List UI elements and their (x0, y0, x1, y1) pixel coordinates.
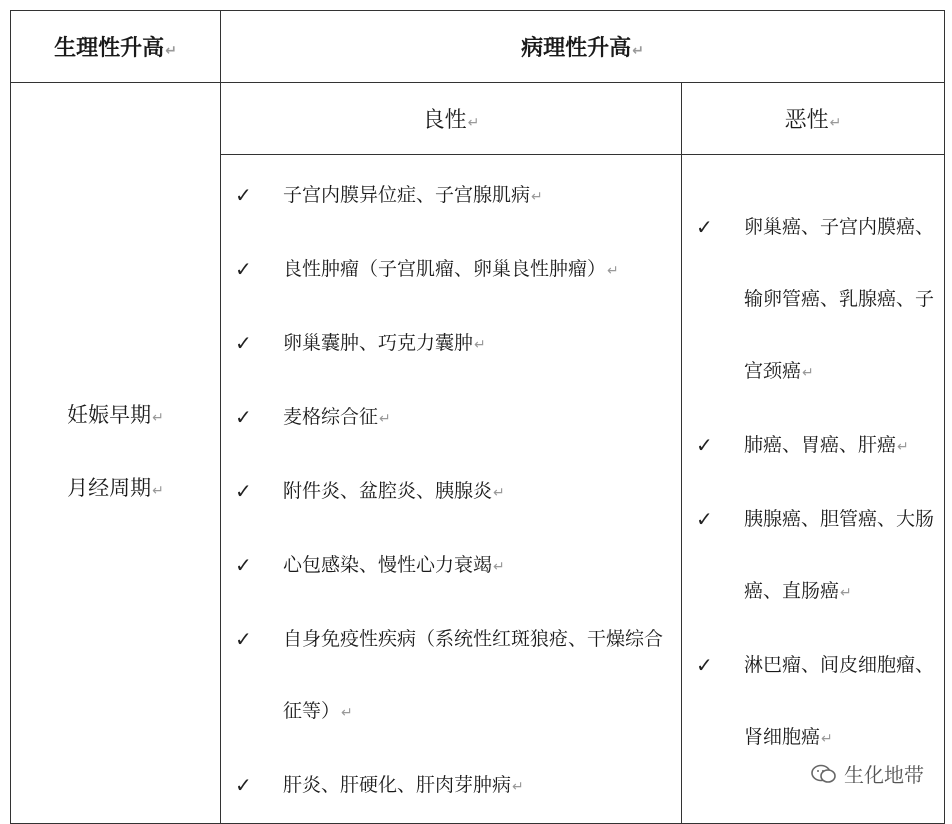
check-icon: ✓ (235, 257, 252, 281)
check-icon: ✓ (235, 479, 252, 503)
benign-item-text: 卵巢囊肿、巧克力囊肿 (283, 332, 474, 354)
check-icon: ✓ (235, 405, 252, 429)
malignant-item (682, 629, 944, 775)
benign-cell (221, 155, 682, 824)
benign-item (221, 455, 681, 529)
paragraph-mark: ↵ (474, 337, 486, 353)
malignant-item-text: 淋巴瘤、间皮细胞瘤、肾细胞癌 (744, 654, 935, 748)
malignant-item-text: 胰腺癌、胆管癌、大肠癌、直肠癌 (744, 508, 935, 602)
benign-item-text: 肝炎、肝硬化、肝肉芽肿病 (283, 774, 512, 796)
paragraph-mark: ↵ (531, 189, 543, 205)
benign-item-text: 麦格综合征 (283, 406, 379, 428)
benign-item-text: 子宫内膜异位症、子宫腺肌病 (283, 184, 531, 206)
malignant-item-text: 卵巢癌、子宫内膜癌、输卵管癌、乳腺癌、子宫颈癌 (744, 216, 935, 382)
benign-item (221, 233, 681, 307)
paragraph-mark: ↵ (607, 263, 619, 279)
physiological-item (11, 453, 220, 526)
paragraph-mark: ↵ (802, 365, 814, 381)
paragraph-mark: ↵ (897, 439, 909, 455)
malignant-header: 恶性 (784, 108, 829, 133)
check-icon: ✓ (696, 653, 713, 677)
benign-item (221, 529, 681, 603)
benign-item-text: 心包感染、慢性心力衰竭 (283, 554, 493, 576)
paragraph-mark: ↵ (493, 559, 505, 575)
check-icon: ✓ (235, 183, 252, 207)
malignant-item (682, 483, 944, 629)
paragraph-mark: ↵ (379, 411, 391, 427)
benign-item (221, 159, 681, 233)
physiological-cell (11, 83, 221, 824)
paragraph-mark: ↵ (632, 43, 644, 59)
paragraph-mark: ↵ (341, 705, 353, 721)
malignant-item (682, 409, 944, 483)
benign-item (221, 749, 681, 823)
paragraph-mark: ↵ (152, 410, 164, 426)
physiological-item (11, 380, 220, 453)
check-icon: ✓ (235, 773, 252, 797)
benign-item (221, 307, 681, 381)
paragraph-mark: ↵ (165, 43, 177, 59)
benign-item-text: 良性肿瘤（子宫肌瘤、卵巢良性肿瘤） (283, 258, 607, 280)
malignant-list (682, 191, 944, 775)
benign-item (221, 381, 681, 455)
benign-item-text: 附件炎、盆腔炎、胰腺炎 (283, 480, 493, 502)
pathological-header: 病理性升高 (521, 36, 632, 61)
check-icon: ✓ (696, 433, 713, 457)
benign-item-text: 自身免疫性疾病（系统性红斑狼疮、干燥综合征等） (283, 628, 664, 722)
pathological-header-cell (221, 11, 945, 83)
check-icon: ✓ (696, 507, 713, 531)
paragraph-mark: ↵ (493, 485, 505, 501)
paragraph-mark: ↵ (829, 115, 842, 131)
watermark (810, 759, 924, 788)
physiological-item-text: 妊娠早期 (67, 403, 152, 427)
paragraph-mark: ↵ (840, 585, 852, 601)
physiological-list (11, 380, 220, 526)
benign-list (221, 159, 681, 823)
check-icon: ✓ (696, 215, 713, 239)
physiological-header-cell (11, 11, 221, 83)
benign-header: 良性 (422, 108, 467, 133)
tumor-marker-table (10, 10, 945, 824)
paragraph-mark: ↵ (821, 731, 833, 747)
paragraph-mark: ↵ (152, 483, 164, 499)
physiological-item-text: 月经周期 (67, 476, 152, 500)
check-icon: ✓ (235, 331, 252, 355)
malignant-header-cell (682, 83, 945, 155)
paragraph-mark: ↵ (467, 115, 480, 131)
physiological-header: 生理性升高 (54, 36, 165, 61)
malignant-item-text: 肺癌、胃癌、肝癌 (744, 434, 897, 456)
wechat-icon (810, 763, 838, 785)
benign-header-cell (221, 83, 682, 155)
malignant-item (682, 191, 944, 409)
check-icon: ✓ (235, 627, 252, 651)
watermark-text: 生化地带 (844, 763, 924, 787)
check-icon: ✓ (235, 553, 252, 577)
benign-item (221, 603, 681, 749)
malignant-cell (682, 155, 945, 824)
paragraph-mark: ↵ (512, 779, 524, 795)
